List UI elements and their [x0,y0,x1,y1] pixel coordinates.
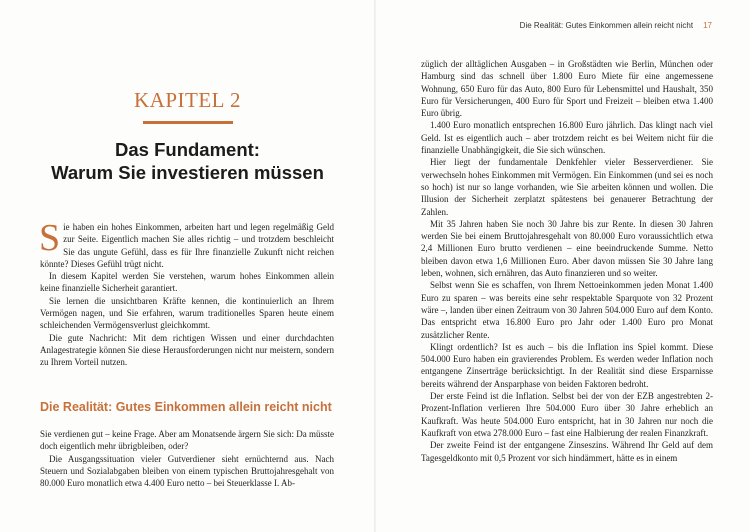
drop-cap: S [39,217,61,259]
right-paragraph-7: Der erste Feind ist die Inflation. Selbst bei der von der EZB angestrebten 2-Prozent-Inflation verlieren Ihre 504.000 Euro über 30 Jahre erheblich an Kaufkraft. Was heute 504.000 Euro entspricht, hat in 30 Jahren nur noch die Kaufkraft von etwa 278.000 Euro – fast eine Halbierung der realen Finanzkraft. [421,391,713,438]
intro-paragraph-1-text: ie haben ein hohes Einkommen, arbeiten hart und legen regelmäßig Geld zur Seite. Eigentlich machen Sie alles richtig – und trotzdem beschleicht Sie das ungute Gefühl, dass es für Ihre finanzielle Zukunft nicht reichen könnte? Dieses Gefühl trügt nicht. [40,222,334,269]
right-paragraph-2: 1.400 Euro monatlich entsprechen 16.800 Euro jährlich. Das klingt nach viel Geld. Ist es eigentlich auch – aber trotzdem reicht es bei Weitem nicht für die finanzielle Unabhängigkeit, die Sie sich wünschen. [421,120,713,156]
right-text [421,58,713,464]
page-number: 17 [703,21,712,30]
intro-paragraph-1 [39,217,334,270]
chapter-label: KAPITEL 2 [134,88,241,112]
chapter-title [20,138,355,184]
intro-paragraph-2: In diesem Kapitel werden Sie verstehen, warum hohes Einkommen allein keine finanzielle Sicherheit garantiert. [40,271,334,294]
intro-paragraph-3: Sie lernen die unsichtbaren Kräfte kennen, die kontinuierlich an Ihrem Vermögen nagen, und Sie erfahren, warum traditionelles Sparen heute einem schleichenden Vermögensverlust gleichkommt. [40,295,334,331]
section-heading: Die Realität: Gutes Einkommen allein reicht nicht [40,400,332,414]
right-paragraph-4: Mit 35 Jahren haben Sie noch 30 Jahre bis zur Rente. In diesen 30 Jahren werden Sie bei einem Bruttojahresgehalt von 80.000 Euro voraussichtlich etwa 2,4 Millionen Euro brutto verdienen – eine beeindruckende Summe. Netto bleiben davon etwa 1,6 Millionen Euro. Aber davon müssen Sie 30 Jahre lang leben, wohnen, sich ernähren, das Auto finanzieren und so weiter. [421,218,713,279]
right-page [375,0,750,532]
chapter-title-line2: Warum Sie investieren müssen [51,162,324,183]
right-paragraph-6: Klingt ordentlich? Ist es auch – bis die Inflation ins Spiel kommt. Diese 504.000 Euro haben ein gravierendes Problem. Es werden weder Inflation noch entgangene Zinserträge berücksichtigt. In der Realität sind diese Ersparnisse bereits während der Ansparphase von beiden Faktoren bedroht. [421,341,713,389]
section-text [40,428,334,489]
right-paragraph-3: Hier liegt der fundamentale Denkfehler vieler Besserverdiener. Sie verwechseln hohes Einkommen mit Vermögen. Ein Einkommen (und sei es noch so hoch) ist nur so lange vorhanden, wie Sie arbeiten können und wollen. Die Illusion der Sicherheit zerplatzt spätestens bei genauerer Betrachtung der Zahlen. [421,157,713,217]
right-paragraph-1: züglich der alltäglichen Ausgaben – in Großstädten wie Berlin, München oder Hamburg sind das schnell über 1.800 Euro Miete für eine angemessene Wohnung, 650 Euro für das Auto, 800 Euro für Lebensmittel und Haushalt, 350 Euro für Versicherungen, 400 Euro für Sport und Freizeit – bleiben etwa 1.400 Euro übrig. [421,59,713,119]
right-paragraph-8: Der zweite Feind ist der entgangene Zinseszins. Während Ihr Geld auf dem Tagesgeldkonto mit 0,5 Prozent vor sich hindämmert, hätte es in einem [421,440,713,463]
section-paragraph-2: Die Ausgangssituation vieler Gutverdiener sieht ernüchternd aus. Nach Steuern und Sozialabgaben bleiben von einem typischen Bruttojahresgehalt von 80.000 Euro monatlich etwa 4.400 Euro netto – bei Steuerklasse I. Ab- [40,453,334,489]
section-paragraph-1: Sie verdienen gut – keine Frage. Aber am Monatsende ärgern Sie sich: Da müsste doch eigentlich mehr übrigbleiben, oder? [40,429,334,452]
running-head [520,21,712,30]
right-paragraph-5: Selbst wenn Sie es schaffen, von Ihrem Nettoeinkommen jeden Monat 1.400 Euro zu sparen – was bereits eine sehr respektable Sparquote von 32 Prozent wäre –, landen über einen Zeitraum von 30 Jahren 504.000 Euro auf dem Konto. Das entspricht etwa 16.800 Euro pro Jahr oder 1.400 Euro pro Monat zusätzlicher Rente. [421,280,713,340]
intro-paragraph-4: Die gute Nachricht: Mit dem richtigen Wissen und einer durchdachten Anlagestrategie können Sie diese Herausforderungen nicht nur meistern, sondern zu Ihrem Vorteil nutzen. [40,332,334,368]
running-head-title: Die Realität: Gutes Einkommen allein reicht nicht [519,21,694,30]
intro-text [39,217,334,369]
chapter-rule [143,121,233,124]
chapter-title-line1: Das Fundament: [115,139,260,160]
